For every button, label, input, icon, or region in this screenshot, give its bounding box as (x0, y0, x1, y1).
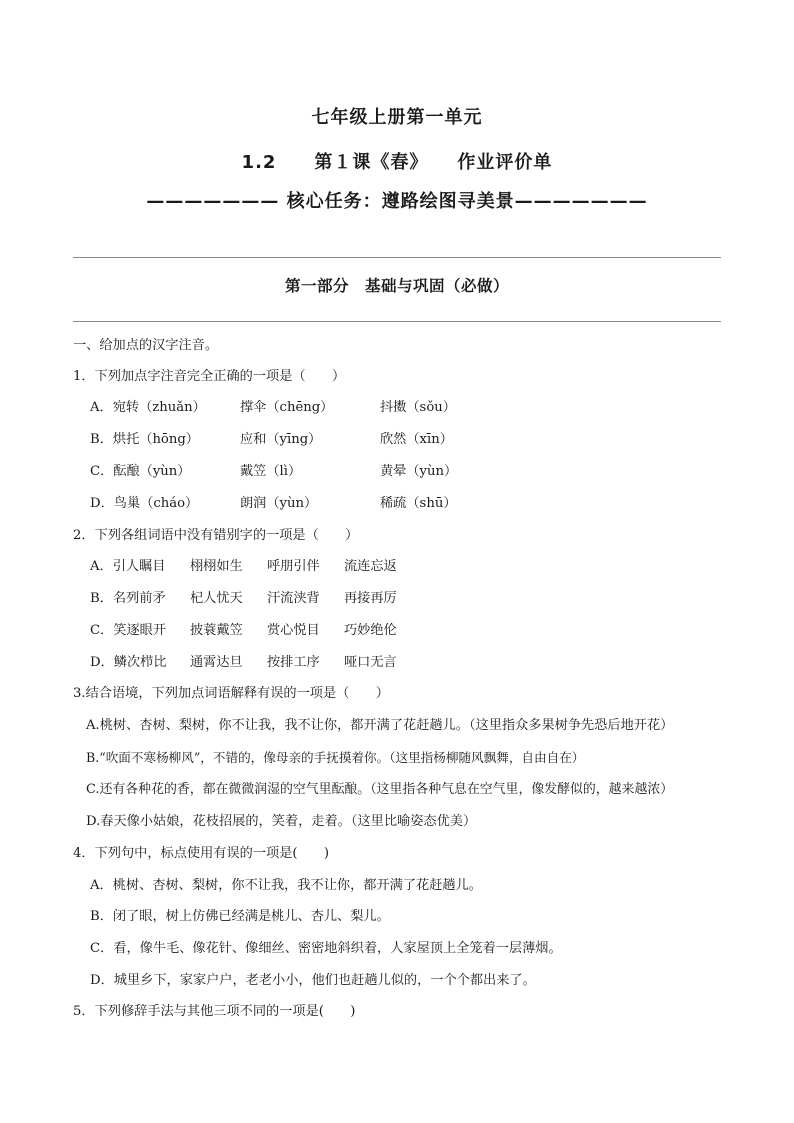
q1-option-c1: C．酝酿（yùn） (90, 464, 191, 479)
q2-option-a3: 呼朋引伴 (267, 559, 320, 574)
q2-option-c2: 披蓑戴笠 (190, 623, 243, 638)
q4-option-c: C．看，像牛毛、像花针、像细丝、密密地斜织着，人家屋顶上全笼着一层薄烟。 (90, 941, 562, 956)
q2-option-a2: 栩栩如生 (190, 559, 243, 574)
q2-option-d4: 哑口无言 (344, 655, 397, 670)
q1-option-a3: 抖擞（sǒu） (380, 400, 456, 415)
q2-option-d3: 按排工序 (267, 655, 320, 670)
q2-option-c3: 赏心悦目 (267, 623, 320, 638)
q5-stem: 5．下列修辞手法与其他三项不同的一项是( ) (73, 1004, 356, 1019)
divider-top (73, 257, 721, 258)
q1-option-d2: 朗润（yùn） (240, 496, 318, 511)
q2-option-d2: 通霄达旦 (190, 655, 243, 670)
q4-option-b: B．闭了眼，树上仿佛已经满是桃儿、杏儿、梨儿。 (90, 909, 390, 924)
worksheet-title-unit: 七年级上册第一单元 (311, 107, 483, 128)
q3-stem: 3.结合语境，下列加点词语解释有误的一项是（ ） (73, 686, 389, 701)
q1-option-c3: 黄晕（yùn） (380, 464, 458, 479)
q1-option-d3: 稀疏（shū） (380, 496, 457, 511)
q2-option-c4: 巧妙绝伦 (344, 623, 397, 638)
q1-option-a2: 撑伞（chēng） (240, 400, 334, 415)
q2-option-a4: 流连忘返 (344, 559, 397, 574)
q1-option-b2: 应和（yīng） (240, 432, 322, 447)
q2-option-a1: A．引人瞩目 (90, 559, 166, 574)
worksheet-title-task: ——————— 核心任务：遵路绘图寻美景——————— (146, 191, 648, 212)
q1-option-d1: D．鸟巢（cháo） (90, 496, 199, 511)
q1-stem: 1．下列加点字注音完全正确的一项是（ ） (73, 369, 346, 384)
q2-option-d1: D．鳞次栉比 (90, 655, 167, 670)
q3-option-d: D.春天像小姑娘，花枝招展的，笑着，走着。（这里比喻姿态优美） (86, 814, 477, 829)
q2-option-c1: C．笑逐眼开 (90, 623, 167, 638)
q2-option-b3: 汗流浃背 (267, 591, 320, 606)
divider-bottom (73, 321, 721, 322)
q3-option-a: A.桃树、杏树、梨树，你不让我，我不让你，都开满了花赶趟儿。（这里指众多果树争先恐后地开花） (86, 718, 674, 733)
q1-option-b1: B．烘托（hōng） (90, 432, 199, 447)
q2-stem: 2．下列各组词语中没有错别字的一项是（ ） (73, 528, 359, 543)
q4-option-a: A．桃树、杏树、梨树，你不让我，我不让你，都开满了花赶趟儿。 (90, 878, 482, 893)
q3-option-c: C.还有各种花的香，都在微微润湿的空气里酝酿。（这里指各种气息在空气里，像发酵似的，越来越浓） (86, 782, 674, 797)
q4-stem: 4．下列句中，标点使用有误的一项是( ) (73, 846, 330, 861)
q4-option-d: D．城里乡下，家家户户，老老小小，他们也赶趟儿似的，一个个都出来了。 (90, 973, 536, 988)
q3-option-b: B.“吹面不寒杨柳风”，不错的，像母亲的手抚摸着你。（这里指杨柳随风飘舞，自由自在） (86, 750, 585, 765)
q2-option-b4: 再接再厉 (344, 591, 397, 606)
q2-option-b2: 杞人忧天 (190, 591, 243, 606)
worksheet-title-lesson: 1.2 第１课《春》 作业评价单 (241, 152, 553, 173)
q1-option-a1: A．宛转（zhuǎn） (90, 400, 206, 415)
q2-option-b1: B．名列前矛 (90, 591, 166, 606)
instruction-text: 一、给加点的汉字注音。 (73, 338, 219, 353)
q1-option-c2: 戴笠（lì） (240, 464, 302, 479)
section-title: 第一部分 基础与巩固（必做） (284, 277, 509, 295)
q1-option-b3: 欣然（xīn） (380, 432, 453, 447)
